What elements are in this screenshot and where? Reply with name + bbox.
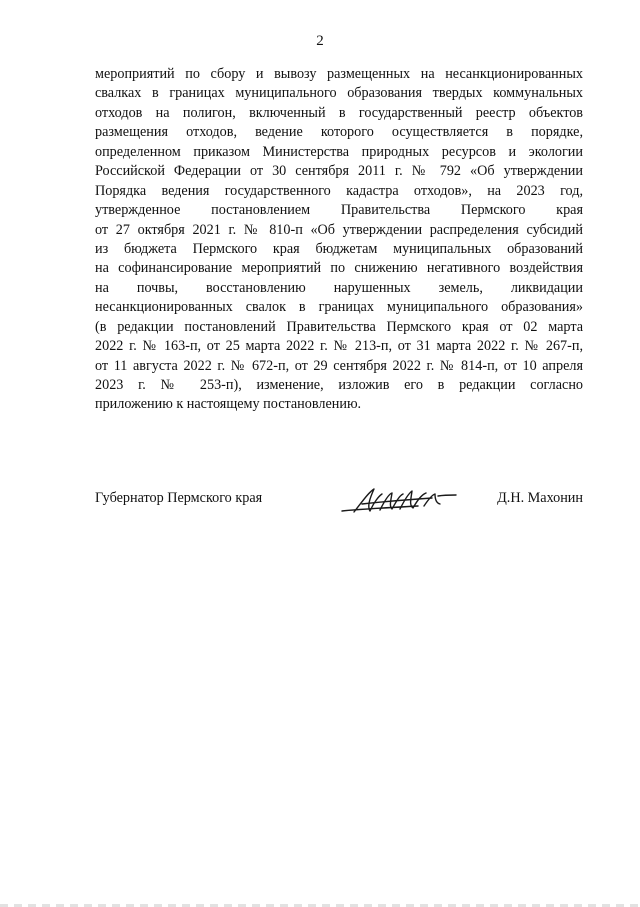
body-line: из бюджета Пермского края бюджетам муниципальных образований: [95, 240, 583, 257]
body-line: Порядка ведения государственного кадастра отходов», на 2023 год,: [95, 182, 583, 199]
body-line: Российской Федерации от 30 сентября 2011 г. № 792 «Об утверждении: [95, 163, 583, 180]
body-line: мероприятий по сбору и вывозу размещенных на несанкционированных: [95, 66, 583, 82]
body-line: размещения отходов, ведение которого осуществляется в порядке,: [95, 124, 583, 141]
signer-title: Губернатор Пермского края: [95, 490, 263, 506]
handwritten-signature-image: [340, 484, 460, 520]
body-line: 2022 г. № 163-п, от 25 марта 2022 г. № 213-п, от 31 марта 2022 г. № 267-п,: [95, 338, 583, 355]
body-line: (в редакции постановлений Правительства Пермского края от 02 марта: [95, 318, 583, 335]
body-line: несанкционированных свалок в границах муниципального образования»: [95, 299, 583, 316]
body-line: определенном приказом Министерства природных ресурсов и экологии: [95, 143, 583, 160]
body-line: на софинансирование мероприятий по снижению негативного воздействия: [95, 260, 583, 277]
body-line: 2023 г. № 253-п), изменение, изложив его в редакции согласно: [95, 377, 583, 393]
body-line: отходов на полигон, включенный в государственный реестр объектов: [95, 104, 583, 121]
body-line: приложению к настоящему постановлению.: [95, 396, 362, 413]
signature-block: [95, 484, 583, 524]
body-text: [95, 65, 583, 415]
body-line: утвержденное постановлением Правительства Пермского края: [95, 202, 583, 219]
signer-name: Д.Н. Махонин: [497, 490, 583, 506]
page-number: 2: [316, 33, 324, 49]
body-line: свалках в границах муниципального образования твердых коммунальных: [95, 85, 583, 102]
body-line: от 27 октября 2021 г. № 810-п «Об утверждении распределения субсидий: [95, 221, 583, 238]
body-line: на почвы, восстановлению нарушенных земель, ликвидации: [95, 279, 583, 296]
body-line: от 11 августа 2022 г. № 672-п, от 29 сентября 2022 г. № 814-п, от 10 апреля: [95, 357, 583, 374]
